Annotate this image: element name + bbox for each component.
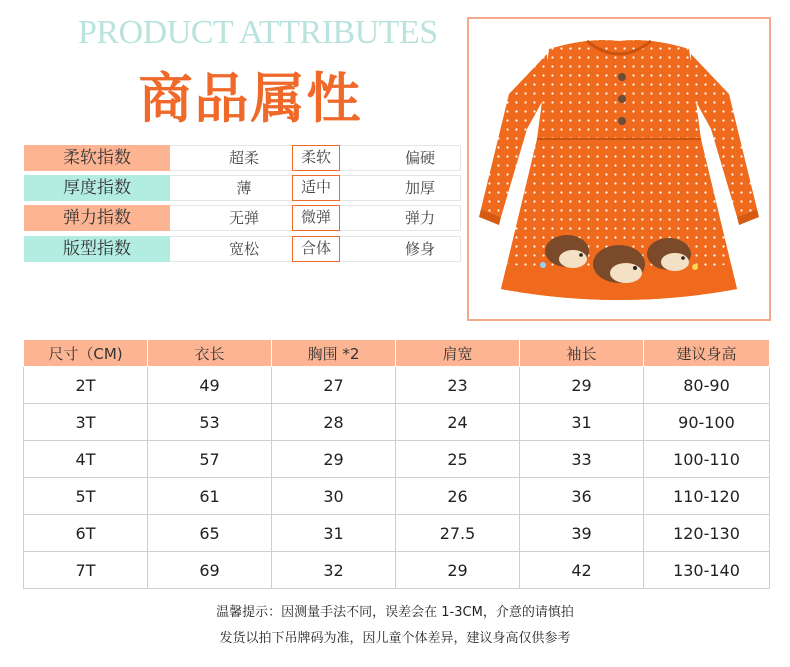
table-cell: 25: [396, 441, 520, 478]
dress-illustration: [469, 19, 769, 319]
table-cell: 27.5: [396, 515, 520, 552]
column-header: 肩宽: [396, 340, 520, 367]
table-row: [24, 552, 770, 589]
table-cell: 6T: [24, 515, 148, 552]
table-cell: 61: [148, 478, 272, 515]
attr-row-softness: [24, 145, 460, 171]
table-cell: 3T: [24, 404, 148, 441]
table-cell: 33: [520, 441, 644, 478]
attr-option: 宽松: [228, 240, 259, 258]
table-cell: 100-110: [644, 441, 770, 478]
attr-option: 偏硬: [404, 149, 435, 167]
table-cell: 29: [520, 367, 644, 404]
table-cell: 31: [520, 404, 644, 441]
attr-label: 厚度指数: [24, 175, 170, 201]
attr-option-selected: 合体: [292, 236, 340, 262]
attr-option: 薄: [236, 179, 252, 197]
table-cell: 65: [148, 515, 272, 552]
attr-row-thickness: [24, 175, 460, 201]
table-cell: 69: [148, 552, 272, 589]
note-line-2: 发货以拍下吊牌码为准，因儿童个体差异，建议身高仅供参考: [219, 631, 571, 646]
column-header: 袖长: [520, 340, 644, 367]
table-row: [24, 367, 770, 404]
attr-option-selected: 微弹: [292, 205, 340, 231]
column-header: 衣长: [148, 340, 272, 367]
attr-option: 超柔: [228, 149, 259, 167]
title-english: PRODUCT ATTRIBUTES: [78, 14, 438, 51]
table-cell: 5T: [24, 478, 148, 515]
column-header: 胸围 *2: [272, 340, 396, 367]
table-cell: 24: [396, 404, 520, 441]
table-row: [24, 404, 770, 441]
column-header: 建议身高: [644, 340, 770, 367]
table-cell: 130-140: [644, 552, 770, 589]
table-cell: 36: [520, 478, 644, 515]
table-row: [24, 478, 770, 515]
table-cell: 7T: [24, 552, 148, 589]
table-cell: 32: [272, 552, 396, 589]
table-cell: 120-130: [644, 515, 770, 552]
attr-option: 无弹: [228, 209, 259, 227]
attr-option: 修身: [404, 240, 435, 258]
table-row: [24, 515, 770, 552]
table-cell: 28: [272, 404, 396, 441]
table-cell: 29: [396, 552, 520, 589]
table-cell: 27: [272, 367, 396, 404]
table-cell: 42: [520, 552, 644, 589]
table-cell: 31: [272, 515, 396, 552]
attr-label: 弹力指数: [24, 205, 170, 231]
table-cell: 23: [396, 367, 520, 404]
product-photo: [467, 17, 771, 321]
column-header: 尺寸（CM): [24, 340, 148, 367]
table-cell: 4T: [24, 441, 148, 478]
size-table: [23, 339, 770, 589]
attr-label: 版型指数: [24, 236, 170, 262]
table-cell: 57: [148, 441, 272, 478]
table-cell: 110-120: [644, 478, 770, 515]
table-header-row: [24, 340, 770, 367]
attr-row-fit: [24, 236, 460, 262]
table-cell: 26: [396, 478, 520, 515]
attr-option-selected: 柔软: [292, 145, 340, 171]
note-line-1: 温馨提示：因测量手法不同，误差会在 1-3CM，介意的请慎拍: [216, 605, 574, 620]
table-cell: 80-90: [644, 367, 770, 404]
attr-option: 加厚: [404, 179, 435, 197]
attr-row-elasticity: [24, 205, 460, 231]
table-cell: 49: [148, 367, 272, 404]
title-chinese: 商品属性: [138, 67, 363, 130]
table-cell: 90-100: [644, 404, 770, 441]
table-cell: 53: [148, 404, 272, 441]
table-cell: 29: [272, 441, 396, 478]
attr-label: 柔软指数: [24, 145, 170, 171]
attr-option: 弹力: [404, 209, 435, 227]
table-cell: 39: [520, 515, 644, 552]
attr-option-selected: 适中: [292, 175, 340, 201]
table-cell: 30: [272, 478, 396, 515]
table-cell: 2T: [24, 367, 148, 404]
table-row: [24, 441, 770, 478]
